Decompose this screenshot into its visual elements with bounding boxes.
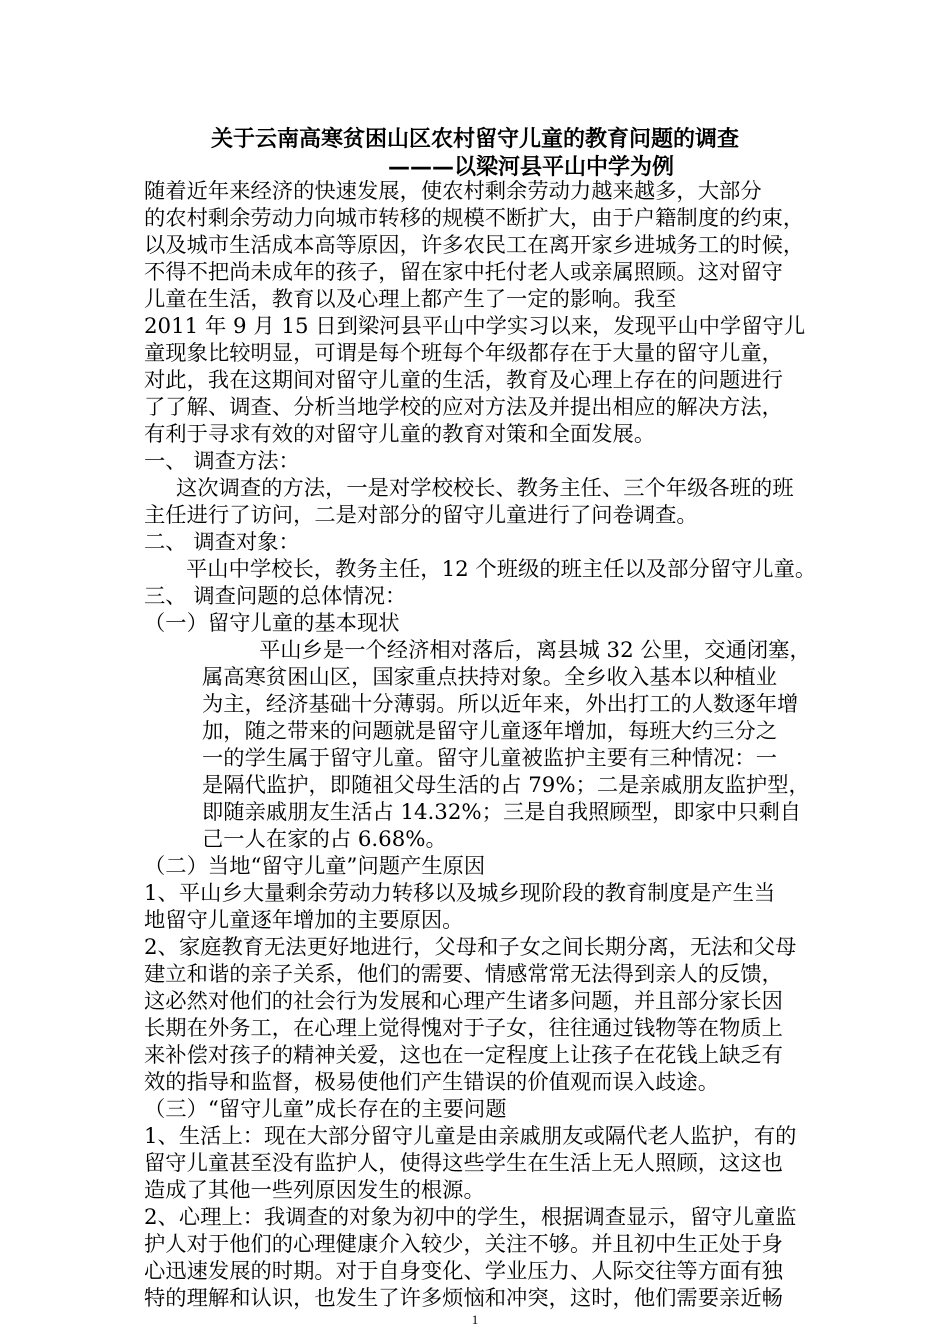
body-line: 即随亲戚朋友生活占 14.32%；三是自我照顾型，即家中只剩自 bbox=[202, 800, 802, 825]
section-heading: 二、 调查对象： bbox=[144, 530, 300, 555]
body-line: 对此，我在这期间对留守儿童的生活，教育及心理上存在的问题进行 bbox=[144, 368, 783, 393]
body-line: 1、生活上：现在大部分留守儿童是由亲戚朋友或隔代老人监护，有的 bbox=[144, 1124, 797, 1149]
body-line: 心迅速发展的时期。对于自身变化、学业压力、人际交往等方面有独 bbox=[144, 1259, 783, 1284]
body-line: 地留守儿童逐年增加的主要原因。 bbox=[144, 908, 464, 933]
body-line: 加，随之带来的问题就是留守儿童逐年增加，每班大约三分之 bbox=[202, 719, 778, 744]
document-subtitle: ———以梁河县平山中学为例 bbox=[388, 155, 675, 180]
body-line: 来补偿对孩子的精神关爱，这也在一定程度上让孩子在花钱上缺乏有 bbox=[144, 1043, 783, 1068]
body-line: 长期在外务工，在心理上觉得愧对于子女，往往通过钱物等在物质上 bbox=[144, 1016, 783, 1041]
body-line: 主任进行了访问，二是对部分的留守儿童进行了问卷调查。 bbox=[144, 503, 698, 528]
body-line: 特的理解和认识，也发生了许多烦恼和冲突，这时，他们需要亲近畅 bbox=[144, 1286, 783, 1311]
body-line: 一的学生属于留守儿童。留守儿童被监护主要有三种情况：一 bbox=[202, 746, 778, 771]
body-line: 随着近年来经济的快速发展，使农村剩余劳动力越来越多，大部分 bbox=[144, 179, 762, 204]
section-heading: 一、 调查方法： bbox=[144, 449, 300, 474]
body-line: 平山乡是一个经济相对落后，离县城 32 公里，交通闭塞， bbox=[259, 638, 811, 663]
document-title: 关于云南高寒贫困山区农村留守儿童的教育问题的调查 bbox=[210, 127, 739, 152]
section-heading: 三、 调查问题的总体情况： bbox=[144, 584, 407, 609]
body-line: 为主，经济基础十分薄弱。所以近年来，外出打工的人数逐年增 bbox=[202, 692, 799, 717]
body-line: 有利于寻求有效的对留守儿童的教育对策和全面发展。 bbox=[144, 422, 656, 447]
body-line: 2011 年 9 月 15 日到梁河县平山中学实习以来，发现平山中学留守儿 bbox=[144, 314, 806, 339]
body-line: 这次调查的方法，一是对学校校长、教务主任、三个年级各班的班 bbox=[176, 476, 794, 501]
subsection-heading: （一）留守儿童的基本现状 bbox=[144, 611, 400, 636]
body-line: 儿童在生活，教育以及心理上都产生了一定的影响。我至 bbox=[144, 287, 677, 312]
body-line: 1、平山乡大量剩余劳动力转移以及城乡现阶段的教育制度是产生当 bbox=[144, 881, 776, 906]
body-line: 己一人在家的占 6.68%。 bbox=[202, 827, 447, 852]
subsection-heading: （三）“留守儿童”成长存在的主要问题 bbox=[144, 1097, 507, 1122]
body-line: 造成了其他一些列原因发生的根源。 bbox=[144, 1178, 485, 1203]
body-line: 的农村剩余劳动力向城市转移的规模不断扩大，由于户籍制度的约束， bbox=[144, 206, 805, 231]
body-line: 护人对于他们的心理健康介入较少，关注不够。并且初中生正处于身 bbox=[144, 1232, 783, 1257]
body-line: 效的指导和监督，极易使他们产生错误的价值观而误入歧途。 bbox=[144, 1070, 720, 1095]
body-line: 以及城市生活成本高等原因，许多农民工在离开家乡进城务工的时候， bbox=[144, 233, 805, 258]
body-line: 是隔代监护，即随祖父母生活的占 79%；二是亲戚朋友监护型， bbox=[202, 773, 810, 798]
page-number: 1 bbox=[471, 1312, 479, 1327]
body-line: 了了解、调查、分析当地学校的应对方法及并提出相应的解决方法， bbox=[144, 395, 783, 420]
body-line: 2、心理上：我调查的对象为初中的学生，根据调查显示，留守儿童监 bbox=[144, 1205, 797, 1230]
body-line: 属高寒贫困山区，国家重点扶持对象。全乡收入基本以种植业 bbox=[202, 665, 778, 690]
body-line: 2、家庭教育无法更好地进行，父母和子女之间长期分离，无法和父母 bbox=[144, 935, 797, 960]
body-line: 这必然对他们的社会行为发展和心理产生诸多问题，并且部分家长因 bbox=[144, 989, 783, 1014]
subsection-heading: （二）当地“留守儿童”问题产生原因 bbox=[144, 854, 486, 879]
body-line: 留守儿童甚至没有监护人，使得这些学生在生活上无人照顾，这这也 bbox=[144, 1151, 783, 1176]
body-line: 建立和谐的亲子关系，他们的需要、情感常常无法得到亲人的反馈， bbox=[144, 962, 783, 987]
body-line: 不得不把尚未成年的孩子，留在家中托付老人或亲属照顾。这对留守 bbox=[144, 260, 783, 285]
body-line: 童现象比较明显，可谓是每个班每个年级都存在于大量的留守儿童， bbox=[144, 341, 783, 366]
body-line: 平山中学校长，教务主任，12 个班级的班主任以及部分留守儿童。 bbox=[186, 557, 817, 582]
